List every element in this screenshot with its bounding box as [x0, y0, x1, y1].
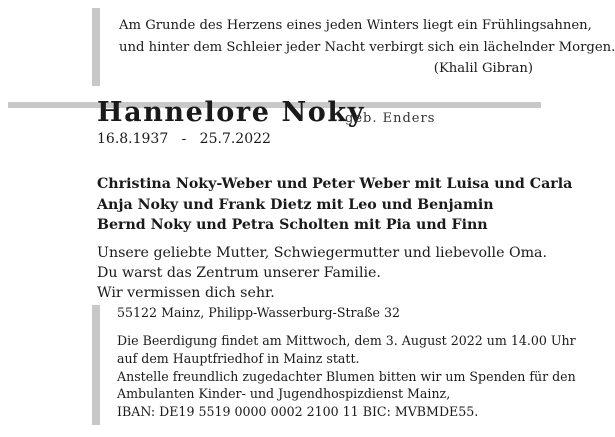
message-line-3: Wir vermissen dich sehr.: [97, 285, 275, 301]
deceased-name: Hannelore Noky: [97, 97, 365, 128]
funeral-line-4: Ambulanten Kinder- und Jugendhospizdienst Mainz,: [117, 386, 451, 401]
birth-name: geb. Enders: [345, 111, 436, 126]
life-dates: 16.8.1937 - 25.7.2022: [97, 131, 271, 147]
quote-line-2: und hinter dem Schleier jeder Nacht verbirgt sich ein lächelnder Morgen.: [119, 40, 615, 55]
quote-divider-bar: [92, 8, 100, 86]
details-divider-bar: [92, 305, 100, 425]
funeral-line-2: auf dem Hauptfriedhof in Mainz statt.: [117, 351, 360, 366]
message-line-2: Du warst das Zentrum unserer Familie.: [97, 265, 381, 281]
quote-author: (Khalil Gibran): [433, 61, 533, 76]
family-line-2: Anja Noky und Frank Dietz mit Leo und Benjamin: [97, 197, 494, 213]
funeral-line-3: Anstelle freundlich zugedachter Blumen bitten wir um Spenden für den: [117, 369, 576, 384]
funeral-line-5: IBAN: DE19 5519 0000 0002 2100 11 BIC: MVBMDE55.: [117, 404, 479, 419]
quote-line-1: Am Grunde des Herzens eines jeden Winters liegt ein Frühlingsahnen,: [119, 18, 592, 33]
family-line-1: Christina Noky-Weber und Peter Weber mit Luisa und Carla: [97, 176, 573, 192]
family-line-3: Bernd Noky und Petra Scholten mit Pia und Finn: [97, 217, 488, 233]
address: 55122 Mainz, Philipp-Wasserburg-Straße 32: [117, 305, 400, 320]
funeral-line-1: Die Beerdigung findet am Mittwoch, dem 3. August 2022 um 14.00 Uhr: [117, 333, 576, 348]
message-line-1: Unsere geliebte Mutter, Schwiegermutter und liebevolle Oma.: [97, 245, 548, 261]
